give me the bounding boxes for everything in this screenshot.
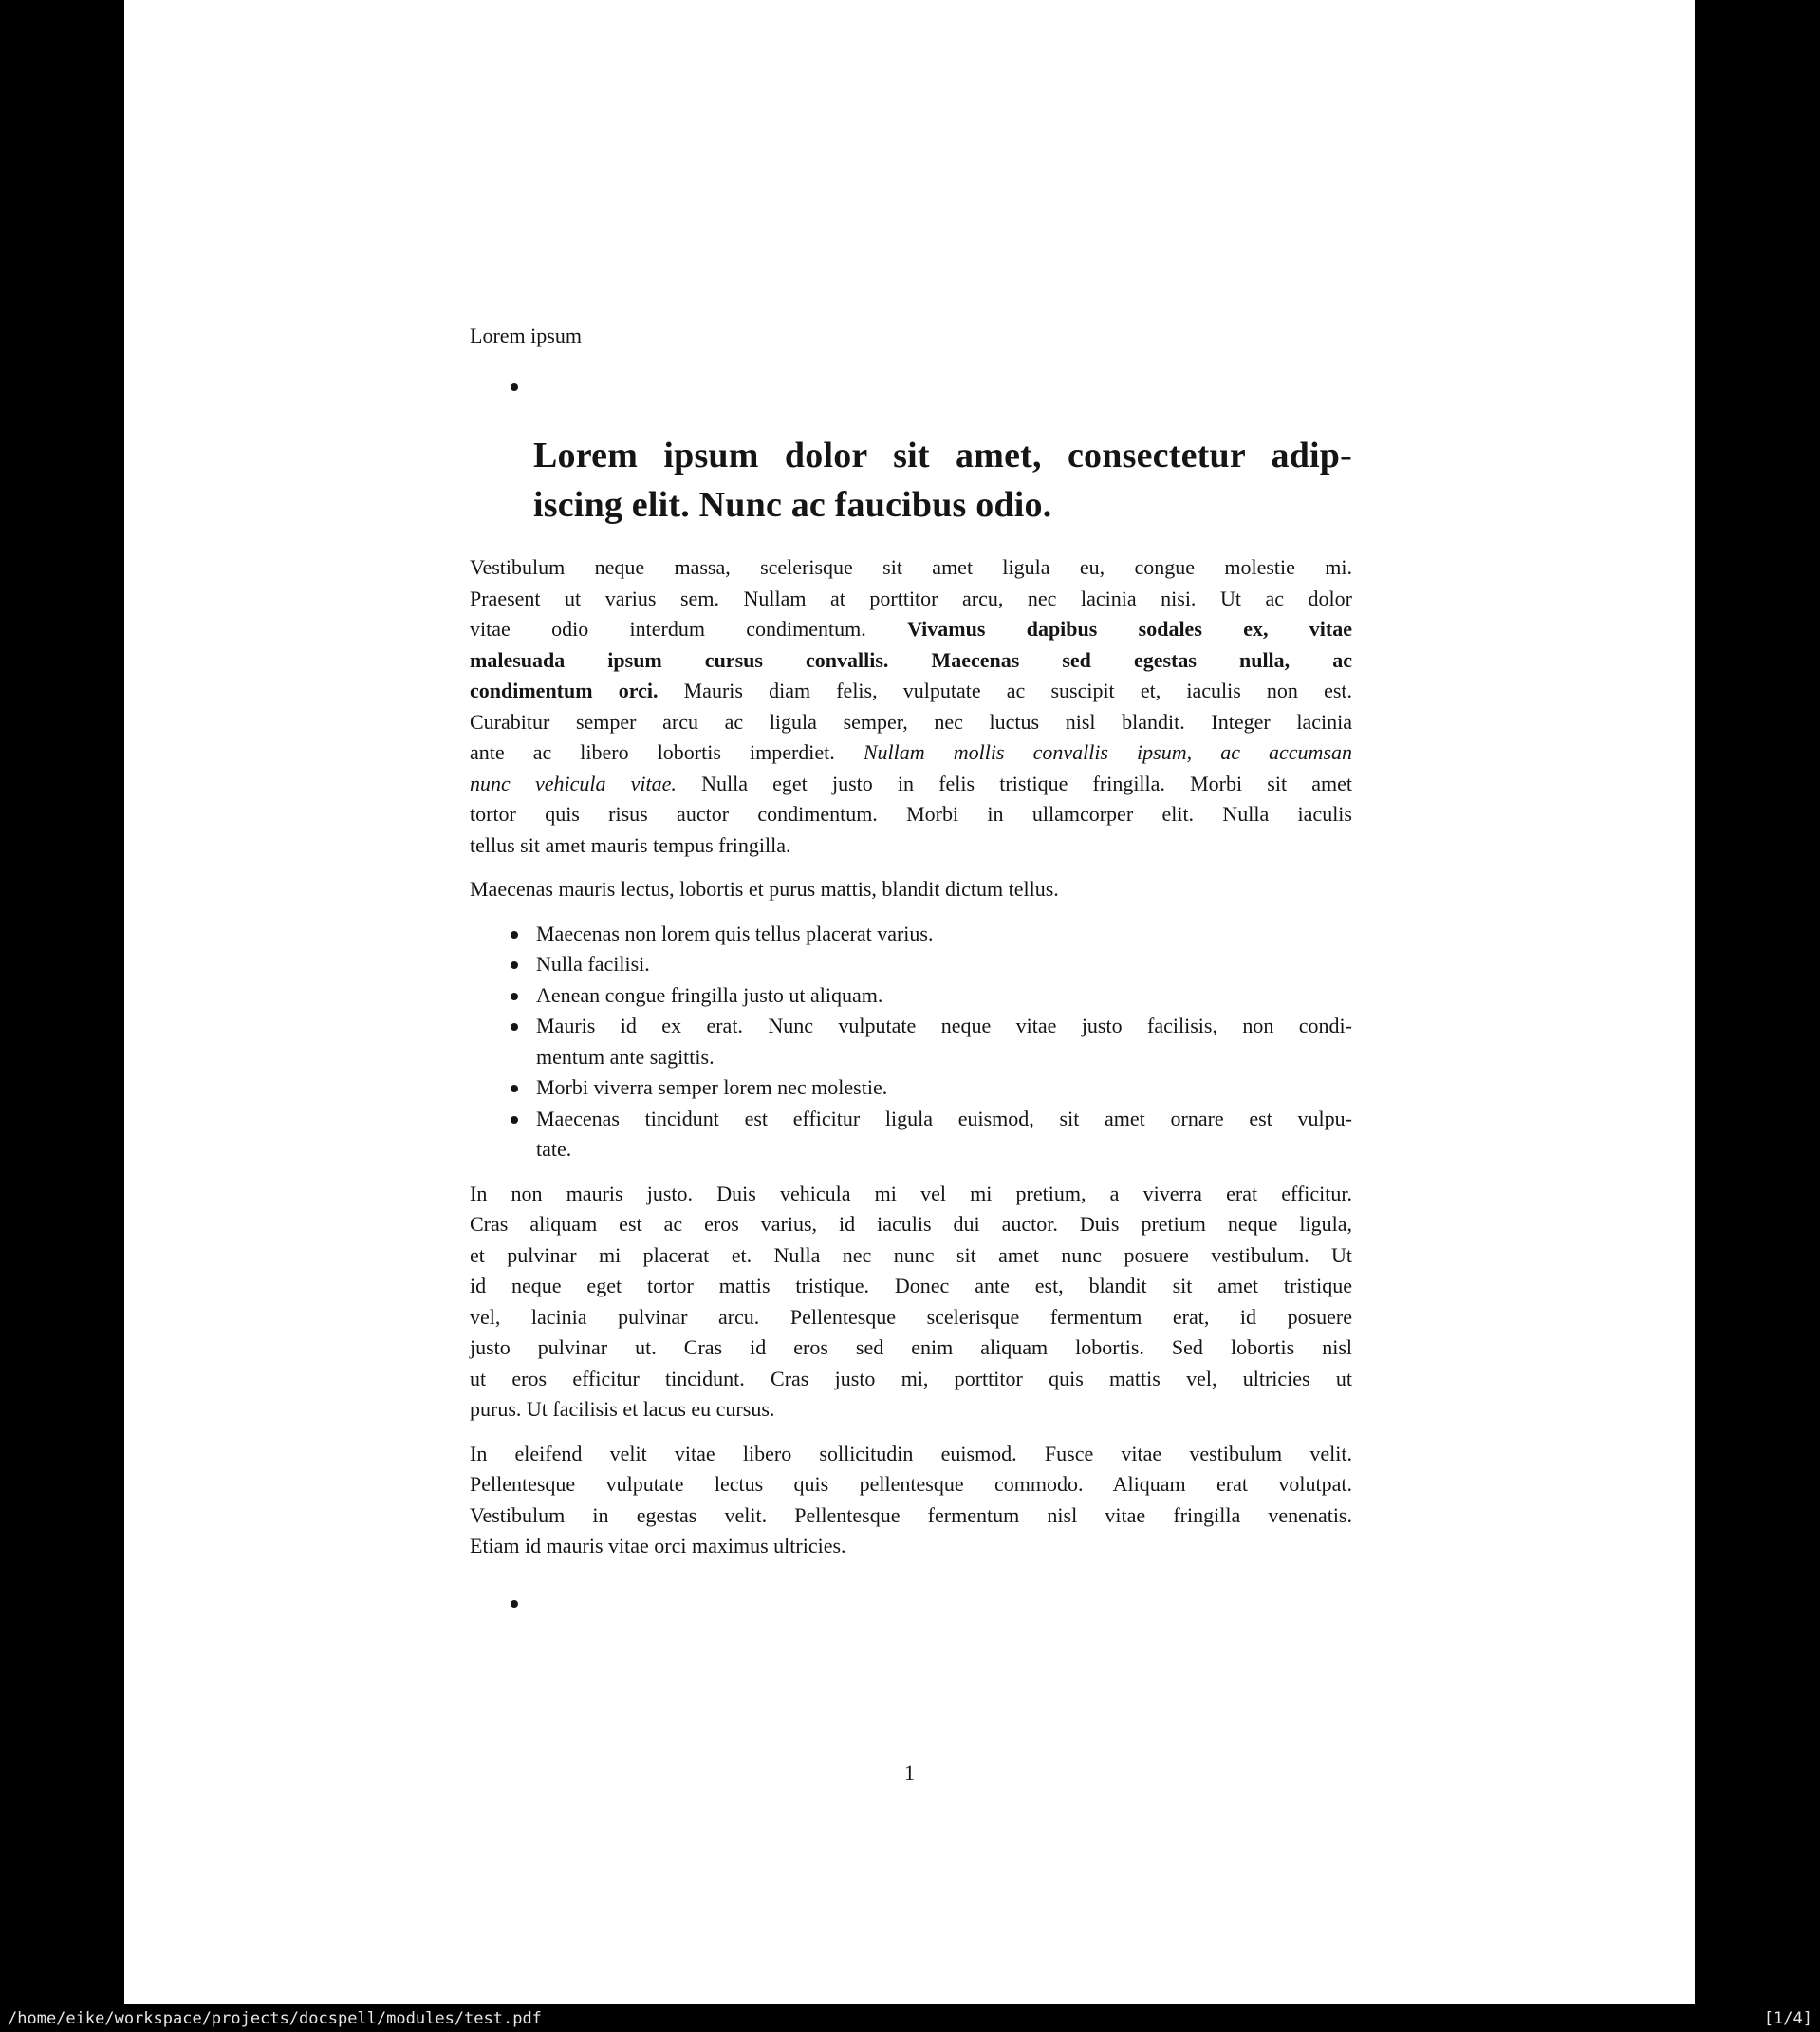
text-line — [536, 949, 1352, 980]
file-path: /home/eike/workspace/projects/docspell/modules/test.pdf — [8, 2008, 542, 2028]
text-line — [470, 1302, 1352, 1333]
text-line — [470, 584, 1352, 615]
text-line — [536, 980, 1352, 1012]
text-run: ante ac libero lobortis imperdiet. — [470, 740, 864, 764]
text-run: Lorem ipsum dolor sit amet, consectetur adip- — [533, 436, 1352, 475]
paragraph — [470, 1179, 1352, 1426]
section-heading — [533, 431, 1352, 530]
text-line — [536, 1134, 1352, 1165]
text-run: nunc vehicula vitae. — [470, 771, 677, 795]
text-run: mentum ante sagittis. — [536, 1044, 715, 1069]
text-line — [536, 919, 1352, 950]
pdf-page — [124, 0, 1695, 2004]
paragraph — [470, 874, 1352, 905]
text-run: Praesent ut varius sem. Nullam at porttitor arcu, nec lacinia nisi. Ut ac dolor — [470, 586, 1352, 610]
text-line — [470, 552, 1352, 584]
text-line — [470, 676, 1352, 707]
text-line — [470, 799, 1352, 830]
empty-list-item — [470, 372, 1352, 402]
intro-text: Lorem ipsum — [470, 324, 582, 347]
text-run: Vestibulum neque massa, scelerisque sit amet ligula eu, congue molestie mi. — [470, 555, 1352, 579]
bullet-icon — [511, 993, 518, 1000]
text-line — [470, 1531, 1352, 1562]
text-run: Vivamus dapibus sodales ex, vitae — [907, 617, 1352, 641]
text-line — [470, 645, 1352, 677]
text-run: Maecenas tincidunt est efficitur ligula euismod, sit amet ornare est vulpu- — [536, 1106, 1352, 1130]
text-run: Curabitur semper arcu ac ligula semper, nec luctus nisl blandit. Integer lacinia — [470, 709, 1352, 734]
bullet-icon — [511, 931, 518, 939]
text-run: Maecenas non lorem quis tellus placerat varius. — [536, 921, 934, 945]
page-indicator: [1/4] — [1763, 2008, 1812, 2028]
text-run: tellus sit amet mauris tempus fringilla. — [470, 832, 791, 857]
text-run: condimentum orci. — [470, 679, 659, 702]
list-item — [470, 1104, 1352, 1165]
text-line — [536, 1042, 1352, 1073]
text-run: Mauris id ex erat. Nunc vulputate neque vitae justo facilisis, non condi- — [536, 1014, 1352, 1037]
bullet-icon — [511, 1116, 518, 1124]
page-content — [470, 0, 1352, 1619]
text-run: Aenean congue fringilla justo ut aliquam. — [536, 982, 883, 1007]
list-item — [470, 1072, 1352, 1104]
text-line — [536, 1072, 1352, 1104]
text-run: vitae odio interdum condimentum. — [470, 617, 908, 641]
text-run: Cras aliquam est ac eros varius, id iaculis dui auctor. Duis pretium neque ligula, — [470, 1212, 1352, 1236]
bullet-icon — [511, 961, 518, 969]
text-run: malesuada ipsum cursus convallis. Maecenas sed egestas nulla, ac — [470, 647, 1352, 672]
text-line — [470, 874, 1352, 905]
text-line — [470, 1364, 1352, 1395]
text-line — [470, 1394, 1352, 1426]
list-item — [470, 980, 1352, 1012]
text-run: tate. — [536, 1137, 572, 1161]
text-line — [470, 1333, 1352, 1364]
text-line — [533, 480, 1352, 530]
text-line — [470, 1209, 1352, 1240]
list-item — [470, 949, 1352, 980]
text-run: purus. Ut facilisis et lacus eu cursus. — [470, 1397, 775, 1421]
text-line — [470, 1469, 1352, 1501]
text-run: justo pulvinar ut. Cras id eros sed enim aliquam lobortis. Sed lobortis nisl — [470, 1335, 1352, 1359]
text-line — [470, 1240, 1352, 1272]
text-run: Nulla facilisi. — [536, 952, 650, 976]
text-line — [470, 614, 1352, 645]
text-run: In eleifend velit vitae libero sollicitudin euismod. Fusce vitae vestibulum velit. — [470, 1441, 1352, 1465]
bullet-icon — [511, 1023, 518, 1031]
text-run: Nulla eget justo in felis tristique fringilla. Morbi sit amet — [676, 771, 1352, 795]
list-item — [470, 1011, 1352, 1072]
text-run: iscing elit. Nunc ac faucibus odio. — [533, 485, 1052, 525]
text-run: vel, lacinia pulvinar arcu. Pellentesque scelerisque fermentum erat, id posuere — [470, 1304, 1352, 1329]
text-run: ut eros efficitur tincidunt. Cras justo mi, porttitor quis mattis vel, ultricies ut — [470, 1366, 1352, 1390]
page-number: 1 — [904, 1761, 915, 1784]
text-run: Nullam mollis convallis ipsum, ac accumsan — [863, 740, 1352, 764]
text-run: Mauris diam felis, vulputate ac suscipit et, iaculis non est. — [658, 679, 1353, 702]
text-line — [536, 1011, 1352, 1042]
paragraph — [470, 1439, 1352, 1562]
text-line — [470, 1179, 1352, 1210]
text-line — [470, 737, 1352, 769]
statusbar — [0, 2004, 1820, 2032]
text-line — [470, 707, 1352, 738]
text-run: Vestibulum in egestas velit. Pellentesque fermentum nisl vitae fringilla venenatis. — [470, 1502, 1352, 1527]
paragraph — [470, 552, 1352, 861]
text-line — [470, 1271, 1352, 1302]
text-line — [470, 830, 1352, 862]
text-line — [533, 431, 1352, 480]
text-run: In non mauris justo. Duis vehicula mi vel mi pretium, a viverra erat efficitur. — [470, 1181, 1352, 1205]
bullet-icon — [511, 1085, 518, 1092]
bullet-icon — [511, 383, 518, 391]
text-run: Etiam id mauris vitae orci maximus ultricies. — [470, 1534, 846, 1557]
text-line — [470, 1501, 1352, 1532]
bullet-icon — [511, 1600, 518, 1608]
bullet-list — [470, 919, 1352, 1165]
text-run: tortor quis risus auctor condimentum. Morbi in ullamcorper elit. Nulla iaculis — [470, 802, 1352, 826]
text-run: et pulvinar mi placerat et. Nulla nec nunc sit amet nunc posuere vestibulum. Ut — [470, 1242, 1352, 1267]
text-line — [470, 769, 1352, 800]
text-line — [536, 1104, 1352, 1135]
text-run: id neque eget tortor mattis tristique. Donec ante est, blandit sit amet tristique — [470, 1274, 1352, 1297]
list-item — [470, 919, 1352, 950]
text-run: Morbi viverra semper lorem nec molestie. — [536, 1075, 888, 1099]
empty-list-item — [470, 1589, 1352, 1619]
text-line — [470, 1439, 1352, 1470]
text-run: Maecenas mauris lectus, lobortis et purus mattis, blandit dictum tellus. — [470, 877, 1059, 901]
text-run: Pellentesque vulputate lectus quis pellentesque commodo. Aliquam erat volutpat. — [470, 1472, 1352, 1496]
